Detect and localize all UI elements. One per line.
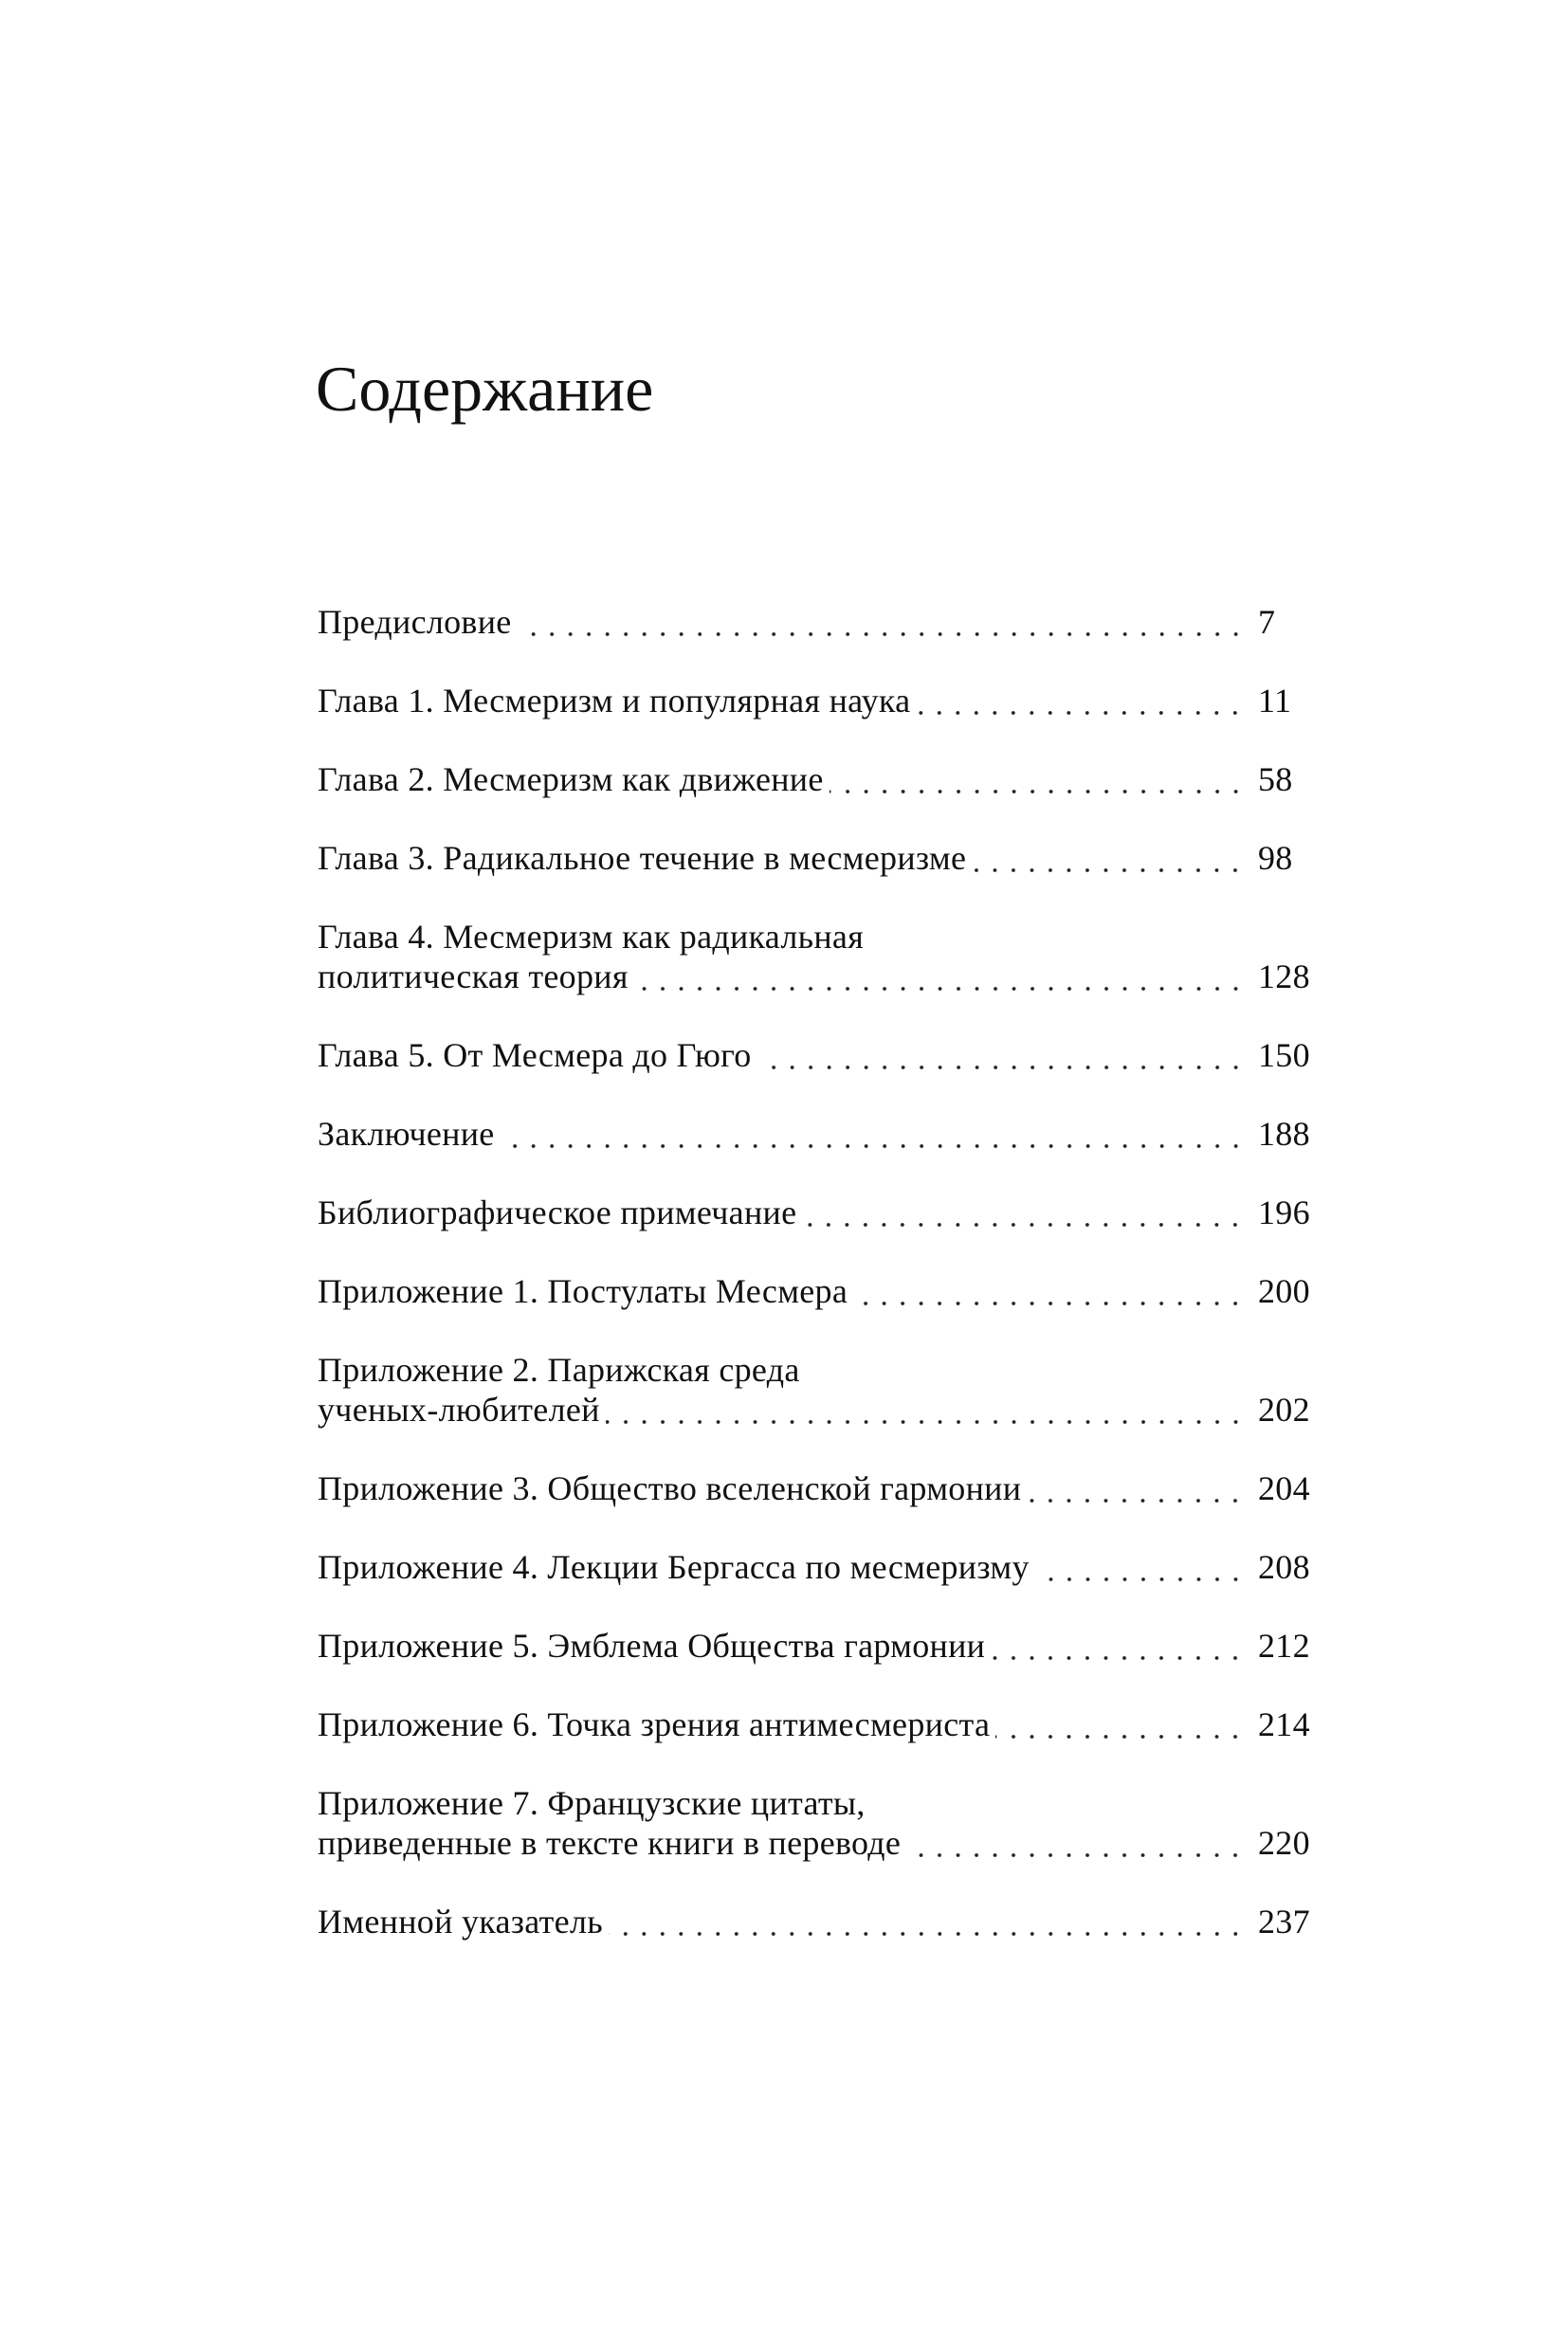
dot-leader bbox=[906, 1823, 1245, 1863]
toc-entry[interactable] bbox=[318, 1193, 1313, 1232]
toc-page-number: 150 bbox=[1258, 1036, 1310, 1074]
table-of-contents bbox=[318, 602, 1313, 1980]
toc-entry[interactable] bbox=[318, 681, 1313, 720]
toc-entry-title-line: Глава 4. Месмеризм как радикальная bbox=[318, 918, 865, 956]
toc-page-number: 200 bbox=[1258, 1272, 1310, 1310]
toc-entry-title: Приложение 3. Общество вселенской гармонии bbox=[318, 1469, 1022, 1507]
dot-leader bbox=[916, 681, 1245, 720]
toc-page-number: 204 bbox=[1258, 1469, 1310, 1507]
dot-leader bbox=[518, 602, 1245, 642]
toc-page-number: 196 bbox=[1258, 1194, 1310, 1231]
toc-entry-title: Библиографическое примечание bbox=[318, 1194, 797, 1231]
toc-entry-title: ученых-любителей bbox=[318, 1391, 600, 1429]
toc-entry[interactable] bbox=[318, 1626, 1313, 1666]
dot-leader bbox=[830, 759, 1245, 799]
toc-entry[interactable] bbox=[318, 1547, 1313, 1587]
toc-page-number: 7 bbox=[1258, 603, 1276, 641]
toc-entry-title-line: Приложение 7. Французские цитаты, bbox=[318, 1784, 866, 1822]
dot-leader bbox=[1027, 1468, 1245, 1508]
toc-entry[interactable] bbox=[318, 1271, 1313, 1311]
dot-leader bbox=[606, 1390, 1245, 1430]
toc-page-number: 58 bbox=[1258, 760, 1293, 798]
toc-entry[interactable] bbox=[318, 759, 1313, 799]
toc-entry[interactable] bbox=[318, 1350, 1313, 1430]
toc-entry[interactable] bbox=[318, 1704, 1313, 1744]
toc-entry-title: приведенные в тексте книги в переводе bbox=[318, 1824, 902, 1862]
toc-entry[interactable] bbox=[318, 1035, 1313, 1075]
toc-page-number: 237 bbox=[1258, 1903, 1310, 1941]
dot-leader bbox=[609, 1902, 1245, 1941]
dot-leader bbox=[501, 1114, 1245, 1154]
toc-entry[interactable] bbox=[318, 1114, 1313, 1154]
toc-entry-title-line: Приложение 2. Парижская среда bbox=[318, 1351, 800, 1389]
toc-entry-title: Глава 5. От Месмера до Гюго bbox=[318, 1036, 752, 1074]
toc-entry[interactable] bbox=[318, 838, 1313, 878]
toc-entry-title: политическая теория bbox=[318, 957, 629, 995]
dot-leader bbox=[1035, 1547, 1245, 1587]
toc-entry-title: Приложение 6. Точка зрения антимесмериста bbox=[318, 1705, 991, 1743]
toc-entry-title: Глава 3. Радикальное течение в месмеризме bbox=[318, 839, 967, 877]
toc-page-number: 214 bbox=[1258, 1705, 1310, 1743]
toc-entry[interactable] bbox=[318, 1468, 1313, 1508]
toc-entry-title: Предисловие bbox=[318, 603, 512, 641]
dot-leader bbox=[853, 1271, 1245, 1311]
dot-leader bbox=[634, 957, 1245, 996]
toc-entry[interactable] bbox=[318, 602, 1313, 642]
toc-page-number: 128 bbox=[1258, 957, 1310, 995]
dot-leader bbox=[995, 1704, 1245, 1744]
toc-entry[interactable] bbox=[318, 1902, 1313, 1941]
toc-page-number: 208 bbox=[1258, 1548, 1310, 1586]
toc-entry-title: Именной указатель bbox=[318, 1903, 603, 1941]
dot-leader bbox=[972, 838, 1245, 878]
dot-leader bbox=[802, 1193, 1245, 1232]
toc-entry-title: Приложение 4. Лекции Бергасса по месмеризму bbox=[318, 1548, 1030, 1586]
dot-leader bbox=[757, 1035, 1245, 1075]
toc-entry-title: Глава 2. Месмеризм как движение bbox=[318, 760, 824, 798]
toc-page-number: 220 bbox=[1258, 1824, 1310, 1862]
toc-page-number: 98 bbox=[1258, 839, 1293, 877]
toc-page-number: 188 bbox=[1258, 1115, 1310, 1153]
toc-entry-title: Приложение 1. Постулаты Месмера bbox=[318, 1272, 848, 1310]
toc-page-number: 212 bbox=[1258, 1627, 1310, 1665]
toc-page-number: 202 bbox=[1258, 1391, 1310, 1429]
page-title: Содержание bbox=[316, 353, 654, 425]
toc-entry[interactable] bbox=[318, 917, 1313, 996]
dot-leader bbox=[991, 1626, 1245, 1666]
toc-page-number: 11 bbox=[1258, 682, 1292, 720]
toc-entry-title: Заключение bbox=[318, 1115, 495, 1153]
toc-entry-title: Глава 1. Месмеризм и популярная наука bbox=[318, 682, 911, 720]
toc-entry[interactable] bbox=[318, 1783, 1313, 1863]
toc-entry-title: Приложение 5. Эмблема Общества гармонии bbox=[318, 1627, 986, 1665]
